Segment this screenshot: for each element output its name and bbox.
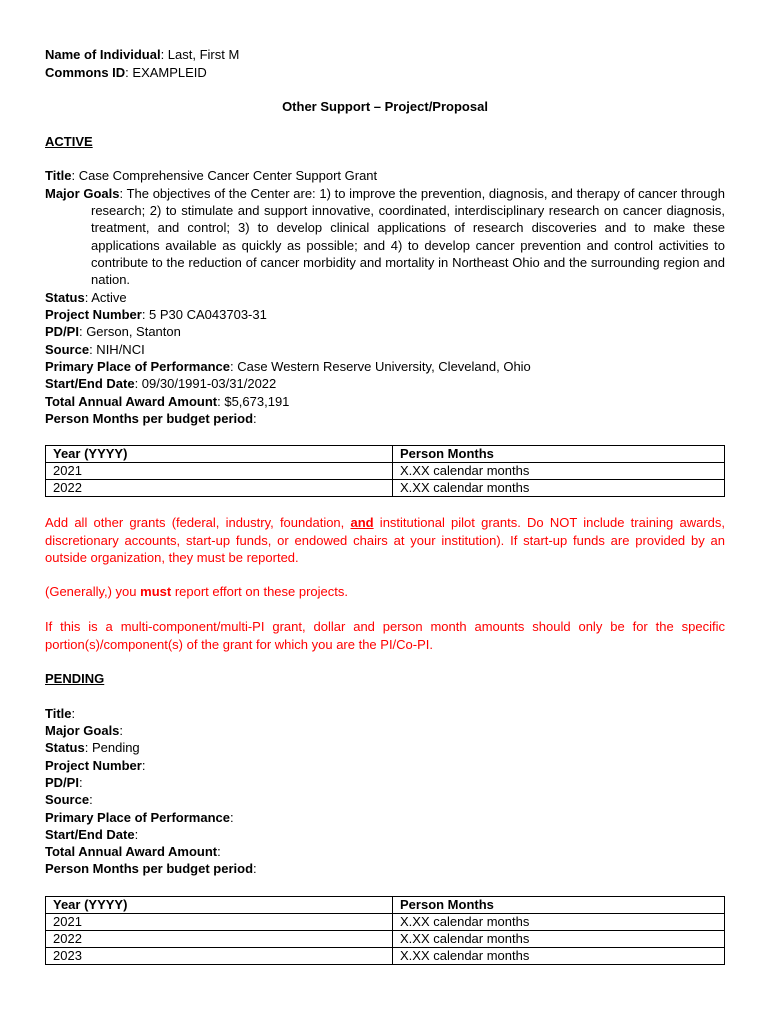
pending-primary-place: Primary Place of Performance: bbox=[45, 810, 234, 825]
pending-status: Status: Pending bbox=[45, 740, 140, 755]
emphasis-and: and bbox=[350, 515, 374, 530]
active-heading: ACTIVE bbox=[45, 134, 93, 149]
commons-id: Commons ID: EXAMPLEID bbox=[45, 65, 207, 80]
column-header-year: Year (YYYY) bbox=[46, 897, 393, 914]
instruction-other-grants: Add all other grants (federal, industry, foundation, and institutional pilot grants. Do NOT include training awards, discretionary accounts, start-up funds, or endowed chairs at your institution). If start-up funds are provided by an outside organization, they must be reported. bbox=[45, 515, 726, 565]
table-header-row bbox=[46, 897, 725, 914]
pending-person-months-label: Person Months per budget period: bbox=[45, 861, 257, 876]
pending-major-goals: Major Goals: bbox=[45, 723, 124, 738]
instruction-report-effort: (Generally,) you must report effort on these projects. bbox=[45, 584, 349, 599]
table-cell-months: X.XX calendar months bbox=[393, 463, 725, 480]
active-person-months-label: Person Months per budget period: bbox=[45, 411, 257, 426]
table-cell-year: 2021 bbox=[46, 463, 393, 480]
active-project-number: Project Number: 5 P30 CA043703-31 bbox=[45, 307, 267, 322]
document-title: Other Support – Project/Proposal bbox=[282, 99, 488, 114]
active-start-end-date: Start/End Date: 09/30/1991-03/31/2022 bbox=[45, 376, 277, 391]
active-source: Source: NIH/NCI bbox=[45, 342, 145, 357]
active-primary-place: Primary Place of Performance: Case Western Reserve University, Cleveland, Ohio bbox=[45, 359, 531, 374]
instruction-multi-pi: If this is a multi-component/multi-PI grant, dollar and person month amounts should only be for the specific portion(s)/component(s) of the grant for which you are the PI/Co-PI. bbox=[45, 619, 725, 652]
active-title: Title: Case Comprehensive Cancer Center Support Grant bbox=[45, 168, 378, 183]
pending-source: Source: bbox=[45, 792, 93, 807]
table-cell-months: X.XX calendar months bbox=[393, 914, 725, 931]
pending-heading: PENDING bbox=[45, 671, 105, 686]
active-person-months-table bbox=[45, 445, 725, 497]
active-pdpi: PD/PI: Gerson, Stanton bbox=[45, 324, 181, 339]
table-cell-months: X.XX calendar months bbox=[393, 480, 725, 497]
active-status: Status: Active bbox=[45, 290, 127, 305]
name-of-individual: Name of Individual: Last, First M bbox=[45, 47, 240, 62]
table-row bbox=[46, 463, 725, 480]
table-header-row bbox=[46, 446, 725, 463]
pending-title: Title: bbox=[45, 706, 76, 721]
column-header-year: Year (YYYY) bbox=[46, 446, 393, 463]
pending-start-end-date: Start/End Date: bbox=[45, 827, 139, 842]
pending-total-award: Total Annual Award Amount: bbox=[45, 844, 221, 859]
active-major-goals: Major Goals: The objectives of the Center are: 1) to improve the prevention, diagnosis, and therapy of cancer through research; 2) to stimulate and support innovative, coordinated, interdisciplinary research on cancer diagnosis, treatment, and control; 3) to develop clinical applications of research discoveries and to make these applications available as quickly as possible; and 4) to develop cancer prevention and control activities to contribute to the reduction of cancer morbidity and mortality in Northeast Ohio and the surrounding region and nation. bbox=[45, 186, 725, 288]
table-cell-months: X.XX calendar months bbox=[393, 948, 725, 965]
active-total-award: Total Annual Award Amount: $5,673,191 bbox=[45, 394, 290, 409]
emphasis-must: must bbox=[140, 584, 172, 599]
table-row bbox=[46, 480, 725, 497]
table-cell-year: 2022 bbox=[46, 931, 393, 948]
pending-person-months-table bbox=[45, 896, 725, 965]
table-cell-year: 2021 bbox=[46, 914, 393, 931]
pending-pdpi: PD/PI: bbox=[45, 775, 83, 790]
table-cell-year: 2022 bbox=[46, 480, 393, 497]
table-row bbox=[46, 914, 725, 931]
table-cell-year: 2023 bbox=[46, 948, 393, 965]
table-row bbox=[46, 948, 725, 965]
table-row bbox=[46, 931, 725, 948]
table-cell-months: X.XX calendar months bbox=[393, 931, 725, 948]
column-header-person-months: Person Months bbox=[393, 897, 725, 914]
pending-project-number: Project Number: bbox=[45, 758, 146, 773]
column-header-person-months: Person Months bbox=[393, 446, 725, 463]
